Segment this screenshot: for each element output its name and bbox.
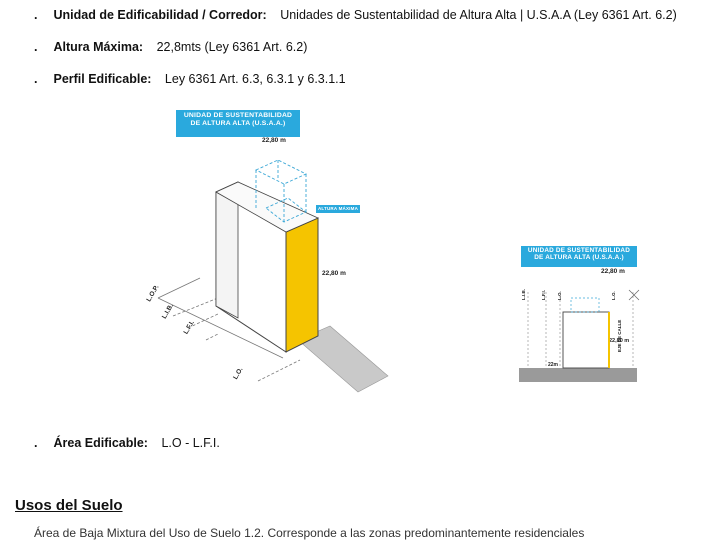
street-axis-cross [629,290,639,300]
ground-band [519,368,637,382]
tag-line-2: DE ALTURA ALTA (U.S.A.A.) [534,254,624,262]
info-label: Unidad de Edificabilidad / Corredor: [53,8,267,22]
lop-label: L.O.P. [145,283,161,304]
lfi-label: L.F.I. [182,319,196,336]
info-row-altura [34,40,307,54]
height-top-label: 22,80 m [262,137,286,144]
bullet: . [34,436,38,450]
info-value: L.O - L.F.I. [161,436,220,450]
altura-maxima-tag: ALTURA MÁXIMA [317,206,359,211]
building-left-face [216,192,238,318]
lib-label: L.I.B. [160,302,175,321]
isometric-building-drawing [138,108,408,412]
lib-label: L.I.B. [521,289,526,300]
section-figure [519,242,669,392]
street-axis-label: EJE DE CALLE [617,319,622,352]
bullet: . [34,40,38,54]
building-section [563,312,609,368]
bullet: . [34,8,38,22]
lo-label: L.O. [232,366,245,381]
height-side-label: 22,80 m [322,270,346,277]
tag-line-1: UNIDAD DE SUSTENTABILIDAD [183,112,293,119]
isometric-figure [138,108,408,412]
section-heading: Usos del Suelo [15,497,123,514]
info-value: 22,8mts (Ley 6361 Art. 6.2) [156,40,308,54]
lfi-label: L.F.I. [541,290,546,300]
depth-label: 22m [548,362,559,368]
truncated-paragraph: Área de Baja Mixtura del Uso de Suelo 1.2. Corresponde a las zonas predominantemente residenciales [34,526,585,540]
info-label: Perfil Edificable: [53,72,152,86]
section-drawing [519,242,669,392]
lo-label-left: L.O. [557,291,562,300]
height-top-label: 22,80 m [601,268,625,275]
info-value: Unidades de Sustentabilidad de Altura Alta | U.S.A.A (Ley 6361 Art. 6.2) [280,8,677,22]
info-label: Área Edificable: [53,436,148,450]
lo-label-right: L.O. [611,291,616,300]
info-value: Ley 6361 Art. 6.3, 6.3.1 y 6.3.1.1 [164,72,346,86]
height-side-label: 22,80 m [609,338,630,344]
tag-line-1: UNIDAD DE SUSTENTABILIDAD [527,247,631,254]
bullet: . [34,72,38,86]
setback-box [571,298,599,312]
info-label: Altura Máxima: [53,40,144,54]
tag-line-2: DE ALTURA ALTA (U.S.A.A.) [190,119,286,127]
info-row-edificabilidad [34,8,677,22]
yellow-facade [286,218,318,352]
info-row-area [34,436,220,450]
info-row-perfil [34,72,346,86]
